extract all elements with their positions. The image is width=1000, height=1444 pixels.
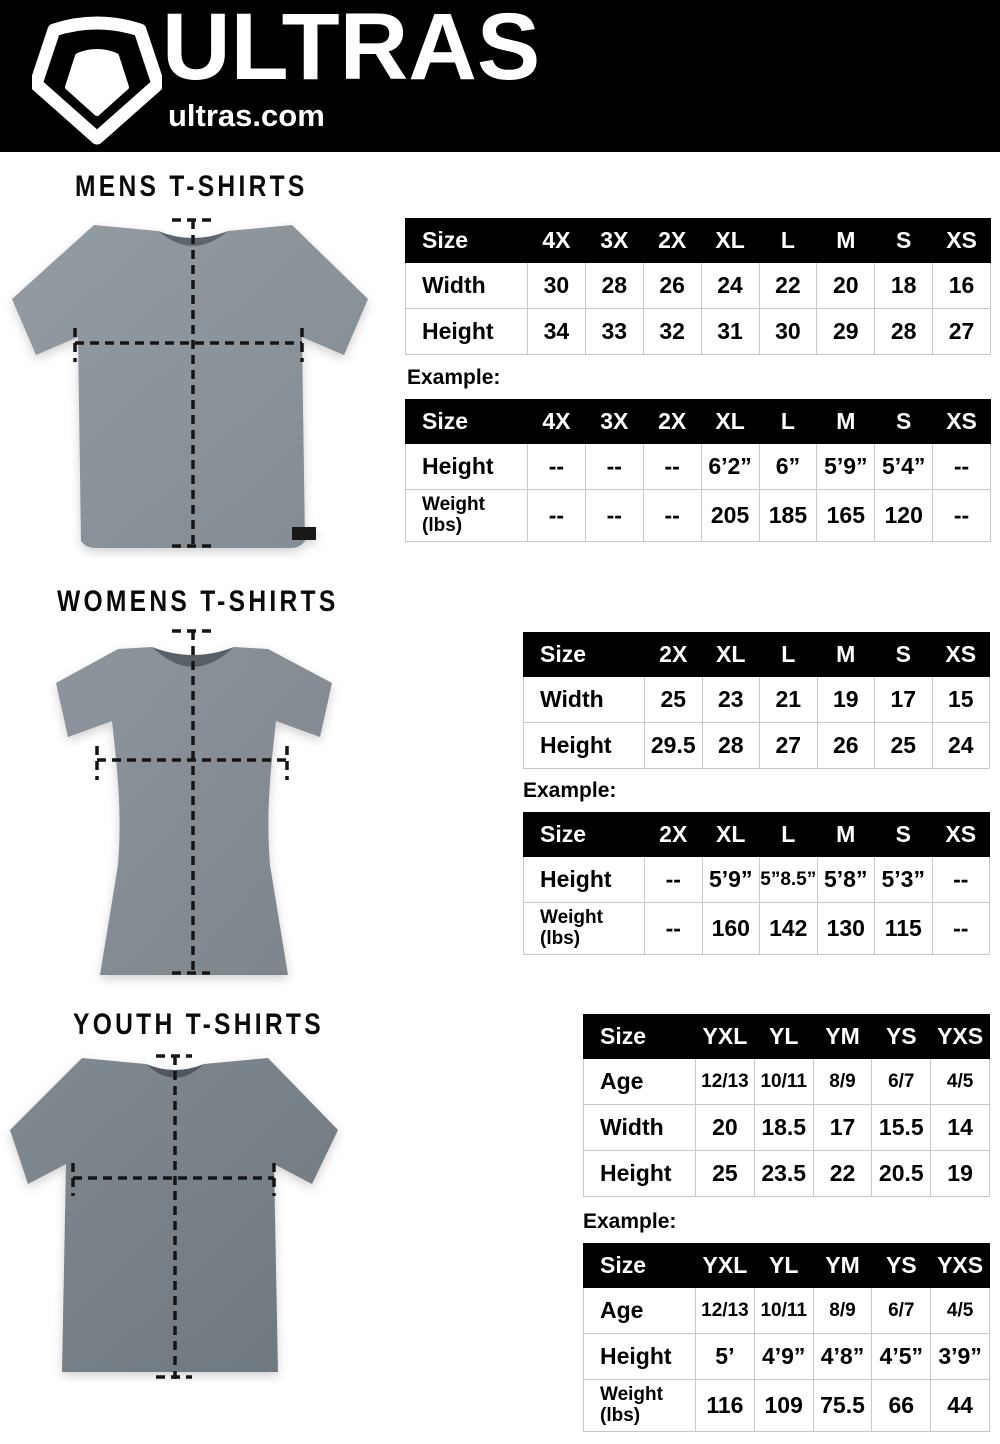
cell: --: [933, 490, 991, 542]
table-row: [524, 677, 990, 723]
cell: 185: [759, 490, 817, 542]
row-label: Weight (lbs): [406, 490, 528, 542]
cell: 25: [875, 723, 933, 769]
table-row: [524, 723, 990, 769]
cell: 15.5: [872, 1105, 931, 1151]
cell: 14: [931, 1105, 990, 1151]
header-cell: 3X: [585, 400, 643, 444]
cell: 26: [643, 263, 701, 309]
header-cell: XL: [702, 813, 760, 857]
cell: 160: [702, 903, 760, 955]
cell: 12/13: [696, 1288, 755, 1334]
row-label: Height: [406, 444, 528, 490]
cell: 6”: [759, 444, 817, 490]
header-cell: XL: [702, 633, 760, 677]
header-cell: Size: [406, 400, 528, 444]
website-url: ultras.com: [168, 98, 325, 133]
mens-section-title: MENS T-SHIRTS: [75, 170, 308, 203]
cell: 4/5: [931, 1059, 990, 1105]
cell: 22: [759, 263, 817, 309]
header-cell: 2X: [645, 633, 703, 677]
cell: 24: [701, 263, 759, 309]
table-header-row: [524, 813, 990, 857]
header-cell: 2X: [643, 219, 701, 263]
cell: 34: [528, 309, 586, 355]
cell: 19: [931, 1151, 990, 1197]
header-cell: 3X: [585, 219, 643, 263]
header-cell: Size: [524, 813, 645, 857]
cell: --: [933, 444, 991, 490]
cell: --: [528, 490, 586, 542]
cell: 6’2”: [701, 444, 759, 490]
cell: 28: [702, 723, 760, 769]
cell: 30: [528, 263, 586, 309]
mens-tshirt-image: [0, 215, 400, 560]
youth-example-table: [583, 1243, 990, 1432]
cell: 31: [701, 309, 759, 355]
table-row: [584, 1288, 990, 1334]
cell: 4/5: [931, 1288, 990, 1334]
header-cell: YL: [754, 1244, 813, 1288]
cell: 29.5: [645, 723, 703, 769]
tshirt-body: [12, 225, 368, 548]
table-row: [584, 1151, 990, 1197]
row-label: Height: [584, 1334, 696, 1380]
table-row: [406, 444, 991, 490]
cell: 205: [701, 490, 759, 542]
row-label: Width: [406, 263, 528, 309]
cell: 33: [585, 309, 643, 355]
cell: 12/13: [696, 1059, 755, 1105]
cell: 6/7: [872, 1059, 931, 1105]
header-cell: L: [760, 813, 818, 857]
header-cell: 2X: [645, 813, 703, 857]
table-row: [584, 1380, 990, 1432]
table-row: [524, 903, 990, 955]
cell: 15: [932, 677, 990, 723]
cell: 4’5”: [872, 1334, 931, 1380]
cell: 142: [760, 903, 818, 955]
header-cell: 2X: [643, 400, 701, 444]
header-bar: [0, 0, 1000, 152]
cell: 21: [760, 677, 818, 723]
header-cell: Size: [584, 1244, 696, 1288]
cell: 6/7: [872, 1288, 931, 1334]
row-label: Weight (lbs): [584, 1380, 696, 1432]
row-label: Weight (lbs): [524, 903, 645, 955]
cell: 16: [933, 263, 991, 309]
cell: 25: [696, 1151, 755, 1197]
row-label: Height: [406, 309, 528, 355]
row-label: Height: [584, 1151, 696, 1197]
header-cell: XL: [701, 400, 759, 444]
cell: 115: [875, 903, 933, 955]
cell: 116: [696, 1380, 755, 1432]
cell: 5’8”: [817, 857, 875, 903]
cell: 26: [817, 723, 875, 769]
header-cell: YS: [872, 1244, 931, 1288]
cell: 10/11: [754, 1288, 813, 1334]
header-cell: YXS: [931, 1015, 990, 1059]
header-cell: XL: [701, 219, 759, 263]
youth-tshirt-image: [0, 1050, 400, 1385]
row-label: Height: [524, 857, 645, 903]
table-row: [406, 263, 991, 309]
cell: --: [643, 444, 701, 490]
table-header-row: [524, 633, 990, 677]
header-cell: XS: [933, 400, 991, 444]
womens-section-title: WOMENS T-SHIRTS: [57, 585, 339, 618]
cell: 5’: [696, 1334, 755, 1380]
table-row: [524, 857, 990, 903]
header-cell: 4X: [528, 400, 586, 444]
header-cell: M: [817, 633, 875, 677]
mens-example-label: Example:: [407, 366, 501, 389]
cell: 5’4”: [875, 444, 933, 490]
ultras-pentagon-logo-icon: [32, 8, 162, 146]
header-cell: YM: [813, 1015, 872, 1059]
womens-example-label: Example:: [523, 779, 617, 802]
header-cell: YXL: [696, 1244, 755, 1288]
cell: 4’9”: [754, 1334, 813, 1380]
cell: 5”8.5”: [760, 857, 818, 903]
cell: 120: [875, 490, 933, 542]
cell: 44: [931, 1380, 990, 1432]
cell: 29: [817, 309, 875, 355]
cell: --: [528, 444, 586, 490]
table-header-row: [406, 219, 991, 263]
cell: --: [932, 903, 990, 955]
row-label: Height: [524, 723, 645, 769]
cell: --: [645, 903, 703, 955]
cell: 25: [645, 677, 703, 723]
womens-example-table: [523, 812, 990, 955]
table-row: [406, 309, 991, 355]
cell: --: [645, 857, 703, 903]
mens-size-table: [405, 218, 991, 355]
youth-example-label: Example:: [583, 1210, 677, 1233]
cell: 4’8”: [813, 1334, 872, 1380]
header-cell: L: [759, 400, 817, 444]
cell: --: [643, 490, 701, 542]
table-row: [584, 1334, 990, 1380]
table-row: [584, 1059, 990, 1105]
header-cell: 4X: [528, 219, 586, 263]
cell: 32: [643, 309, 701, 355]
header-cell: M: [817, 400, 875, 444]
header-cell: Size: [524, 633, 645, 677]
cell: 3’9”: [931, 1334, 990, 1380]
table-row: [584, 1105, 990, 1151]
row-label: Width: [584, 1105, 696, 1151]
cell: 18: [875, 263, 933, 309]
header-cell: YM: [813, 1244, 872, 1288]
cell: --: [932, 857, 990, 903]
brand-wordmark: ULTRAS: [162, 0, 541, 100]
table-header-row: [584, 1015, 990, 1059]
cell: 27: [933, 309, 991, 355]
cell: 19: [817, 677, 875, 723]
table-row: [406, 490, 991, 542]
cell: 23.5: [754, 1151, 813, 1197]
header-cell: YS: [872, 1015, 931, 1059]
row-label: Age: [584, 1059, 696, 1105]
header-cell: S: [875, 400, 933, 444]
row-label: Width: [524, 677, 645, 723]
cell: 27: [760, 723, 818, 769]
youth-section-title: YOUTH T-SHIRTS: [73, 1008, 324, 1041]
tshirt-tag: [292, 527, 316, 540]
cell: 18.5: [754, 1105, 813, 1151]
youth-size-table: [583, 1014, 990, 1197]
row-label: Age: [584, 1288, 696, 1334]
mens-example-table: [405, 399, 991, 542]
cell: --: [585, 490, 643, 542]
header-cell: M: [817, 219, 875, 263]
cell: 23: [702, 677, 760, 723]
cell: 109: [754, 1380, 813, 1432]
cell: 8/9: [813, 1288, 872, 1334]
header-cell: YXL: [696, 1015, 755, 1059]
header-cell: S: [875, 219, 933, 263]
cell: --: [585, 444, 643, 490]
cell: 17: [813, 1105, 872, 1151]
cell: 130: [817, 903, 875, 955]
header-cell: Size: [584, 1015, 696, 1059]
cell: 22: [813, 1151, 872, 1197]
header-cell: L: [759, 219, 817, 263]
cell: 20: [817, 263, 875, 309]
cell: 75.5: [813, 1380, 872, 1432]
cell: 5’3”: [875, 857, 933, 903]
header-cell: S: [875, 813, 933, 857]
cell: 28: [875, 309, 933, 355]
header-cell: YL: [754, 1015, 813, 1059]
header-cell: Size: [406, 219, 528, 263]
header-cell: S: [875, 633, 933, 677]
cell: 17: [875, 677, 933, 723]
header-cell: XS: [933, 219, 991, 263]
cell: 24: [932, 723, 990, 769]
cell: 5’9”: [817, 444, 875, 490]
header-cell: XS: [932, 633, 990, 677]
cell: 165: [817, 490, 875, 542]
header-cell: XS: [932, 813, 990, 857]
cell: 8/9: [813, 1059, 872, 1105]
cell: 20: [696, 1105, 755, 1151]
table-header-row: [406, 400, 991, 444]
cell: 28: [585, 263, 643, 309]
table-header-row: [584, 1244, 990, 1288]
header-cell: YXS: [931, 1244, 990, 1288]
womens-size-table: [523, 632, 990, 769]
cell: 20.5: [872, 1151, 931, 1197]
header-cell: M: [817, 813, 875, 857]
cell: 66: [872, 1380, 931, 1432]
cell: 5’9”: [702, 857, 760, 903]
cell: 30: [759, 309, 817, 355]
womens-tshirt-image: [0, 625, 400, 985]
header-cell: L: [760, 633, 818, 677]
cell: 10/11: [754, 1059, 813, 1105]
